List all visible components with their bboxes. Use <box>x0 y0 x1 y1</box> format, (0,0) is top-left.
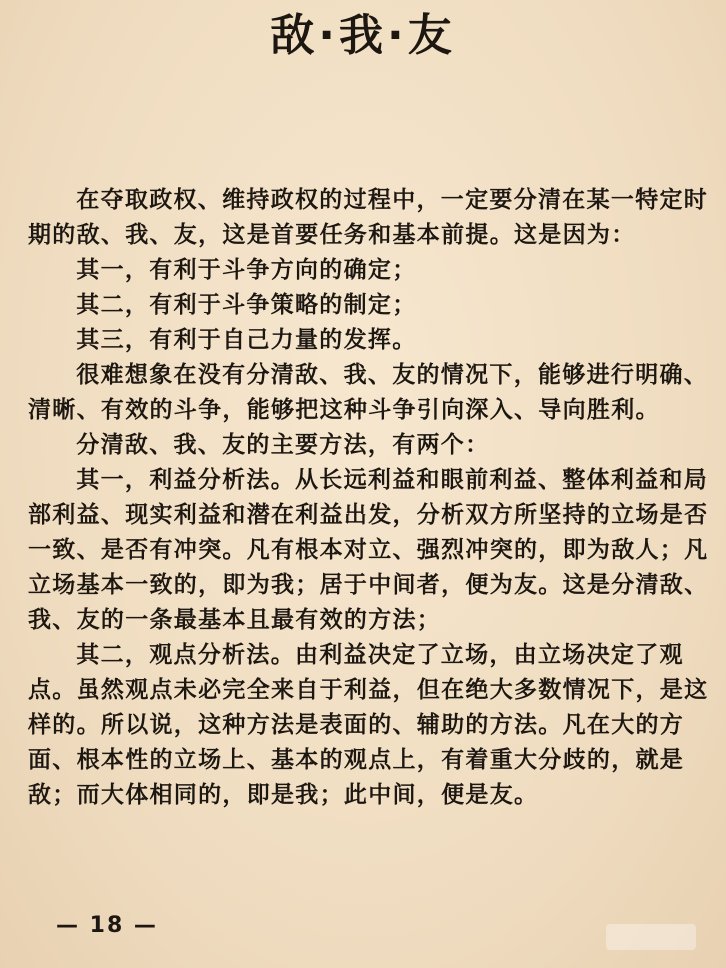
paragraph-point-3: 其三，有利于自己力量的发挥。 <box>76 327 417 353</box>
page-number: — 18 — <box>56 913 158 938</box>
paragraph-difficulty: 很难想象在没有分清敌、我、友的情况下，能够进行明确、清晰、有效的斗争，能够把这种斗争引向深入、导向胜利。 <box>28 362 709 423</box>
paragraph-method-1: 其一，利益分析法。从长远利益和眼前利益、整体利益和局部利益、现实利益和潜在利益出发，分析双方所坚持的立场是否一致、是否有冲突。凡有根本对立、强烈冲突的，即为敌人；凡立场基本一致的，即为我；居于中间者，便为友。这是分清敌、我、友的一条最基本且最有效的方法； <box>28 467 709 633</box>
paragraph-point-2: 其二，有利于斗争策略的制定； <box>76 292 417 318</box>
page-title: 敌·我·友 <box>270 10 456 61</box>
paragraph-point-1: 其一，有利于斗争方向的确定； <box>76 257 417 283</box>
watermark-overlay <box>606 924 696 950</box>
paragraph-method-2: 其二，观点分析法。由利益决定了立场，由立场决定了观点。虽然观点未必完全来自于利益，但在绝大多数情况下，是这样的。所以说，这种方法是表面的、辅助的方法。凡在大的方面、根本性的立场上、基本的观点上，有着重大分歧的，就是敌；而大体相同的，即是我；此中间，便是友。 <box>28 642 709 808</box>
paragraph-methods-intro: 分清敌、我、友的主要方法，有两个： <box>76 432 490 458</box>
body-text <box>28 183 712 813</box>
paragraph-intro: 在夺取政权、维持政权的过程中，一定要分清在某一特定时期的敌、我、友，这是首要任务和基本前提。这是因为： <box>28 187 709 248</box>
